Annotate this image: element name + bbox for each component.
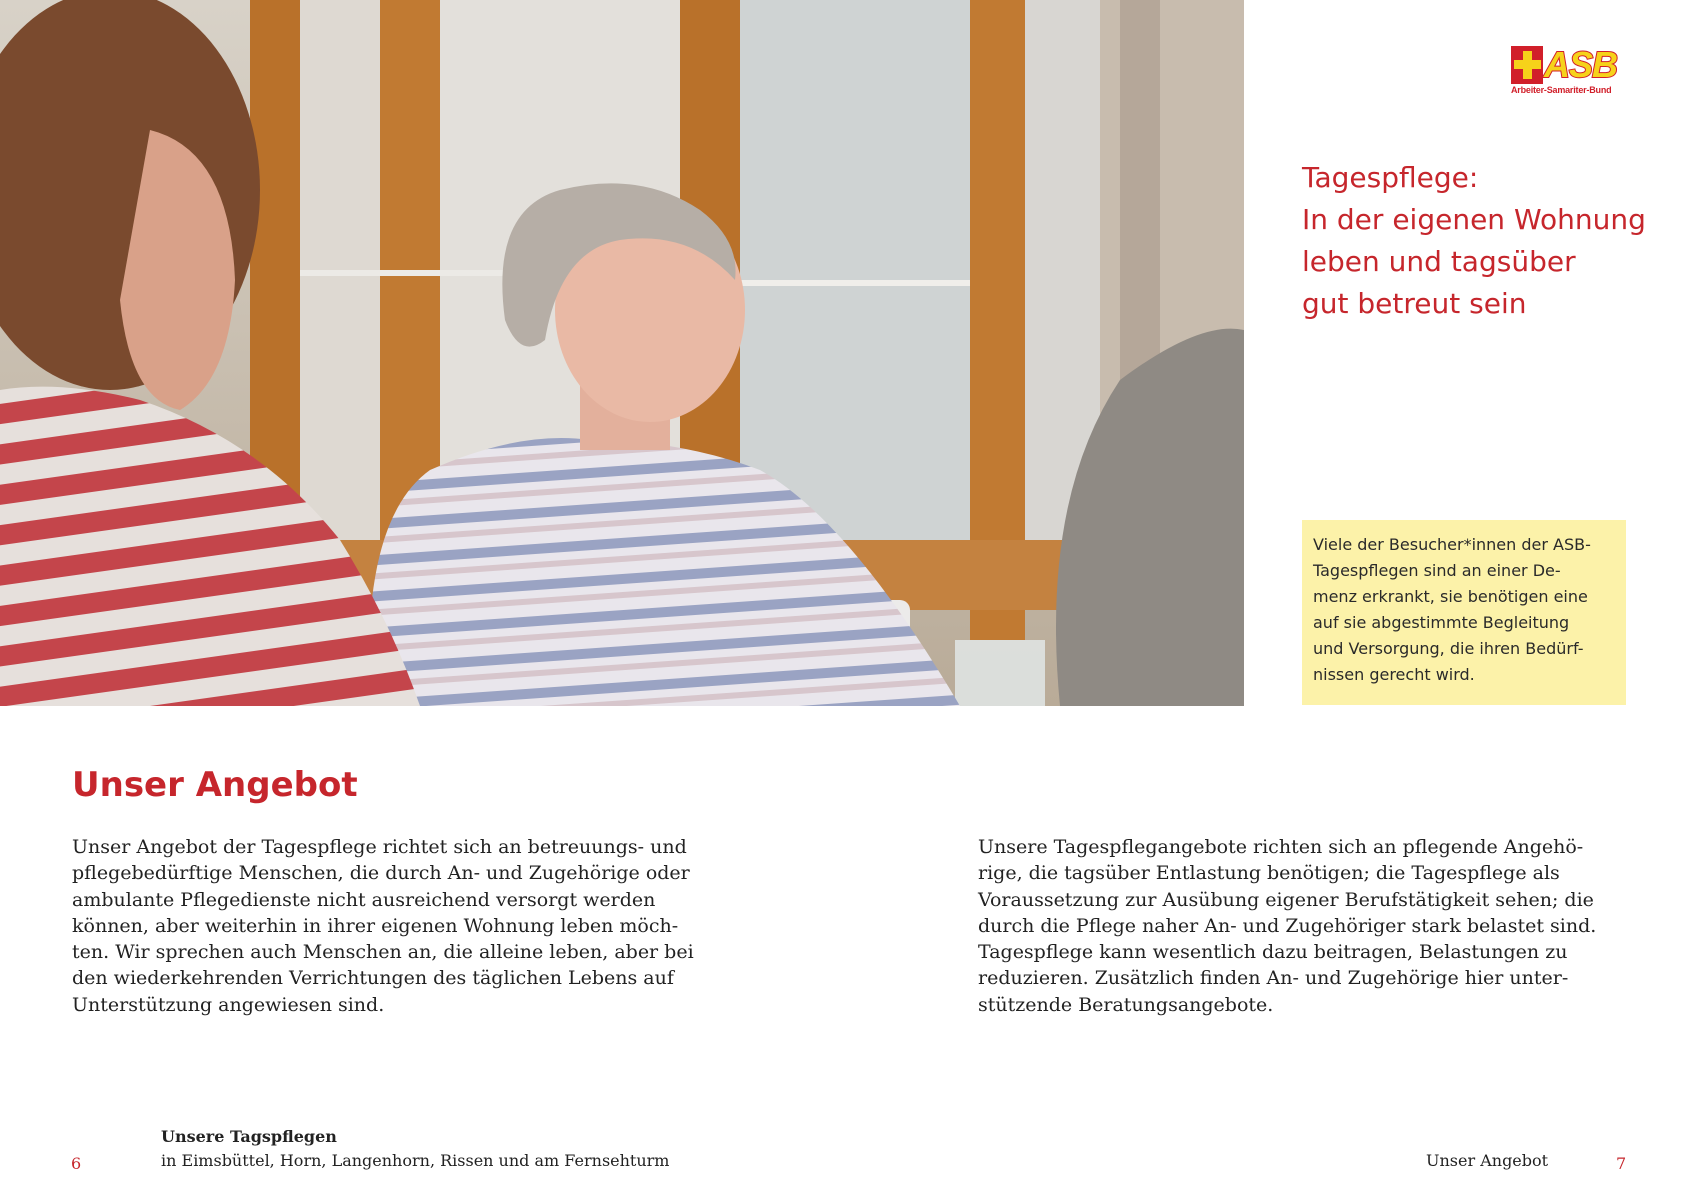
body-line: reduzieren. Zusätzlich finden An- und Zugehörige hier unter-: [978, 967, 1569, 990]
dementia-callout-box: [1302, 520, 1626, 705]
footer-title: Unsere Tagspflegen: [161, 1127, 337, 1146]
headline: [1302, 157, 1662, 325]
body-line: Voraussetzung zur Ausübung eigener Berufstätigkeit sehen; die: [978, 888, 1594, 911]
body-column-right: [978, 834, 1658, 1018]
headline-line: Tagespflege:: [1302, 161, 1479, 194]
body-line: durch die Pflege naher An- und Zugehöriger stark belastet sind.: [978, 914, 1597, 937]
body-line: ten. Wir sprechen auch Menschen an, die alleine leben, aber bei: [72, 941, 694, 964]
section-title: Unser Angebot: [72, 765, 358, 805]
elderly-women-at-table-photo: [0, 0, 1244, 706]
body-line: rige, die tagsüber Entlastung benötigen; die Tagespflege als: [978, 862, 1560, 885]
callout-line: Viele der Besucher*innen der ASB-: [1313, 535, 1591, 554]
footer-subtitle: in Eimsbüttel, Horn, Langenhorn, Rissen und am Fernsehturm: [161, 1151, 670, 1170]
body-line: Tagespflege kann wesentlich dazu beitragen, Belastungen zu: [978, 941, 1568, 964]
callout-line: menz erkrankt, sie benötigen eine: [1313, 587, 1588, 606]
headline-line: leben und tagsüber: [1302, 245, 1576, 278]
callout-line: Tagespflegen sind an einer De-: [1313, 561, 1561, 580]
callout-line: auf sie abgestimmte Begleitung: [1313, 613, 1570, 632]
headline-line: In der eigenen Wohnung: [1302, 203, 1646, 236]
body-line: Unsere Tagespflegangebote richten sich an pflegende Angehö-: [978, 836, 1584, 858]
asb-logo: [1511, 46, 1629, 96]
body-line: Unterstützung angewiesen sind.: [72, 993, 385, 1016]
body-line: pflegebedürftige Menschen, die durch An- und Zugehörige oder: [72, 862, 690, 885]
hero-photo: [0, 0, 1244, 706]
logo-subtitle: Arbeiter-Samariter-Bund: [1511, 85, 1612, 95]
page-number-left: 6: [71, 1154, 82, 1173]
samaritan-cross-icon: [1511, 46, 1543, 84]
body-column-left: [72, 834, 752, 1018]
logo-text: ASB: [1544, 44, 1618, 85]
body-line: den wiederkehrenden Verrichtungen des täglichen Lebens auf: [72, 967, 674, 990]
body-line: können, aber weiterhin in ihrer eigenen Wohnung leben möch-: [72, 914, 679, 937]
page-number-right: 7: [1616, 1154, 1627, 1173]
footer-section-label: Unser Angebot: [1426, 1151, 1549, 1170]
callout-line: nissen gerecht wird.: [1313, 665, 1475, 684]
body-line: stützende Beratungsangebote.: [978, 993, 1274, 1016]
callout-line: und Versorgung, die ihren Bedürf-: [1313, 639, 1584, 658]
headline-line: gut betreut sein: [1302, 287, 1527, 320]
body-line: Unser Angebot der Tagespflege richtet sich an betreuungs- und: [72, 836, 687, 858]
body-line: ambulante Pflegedienste nicht ausreichend versorgt werden: [72, 888, 656, 911]
